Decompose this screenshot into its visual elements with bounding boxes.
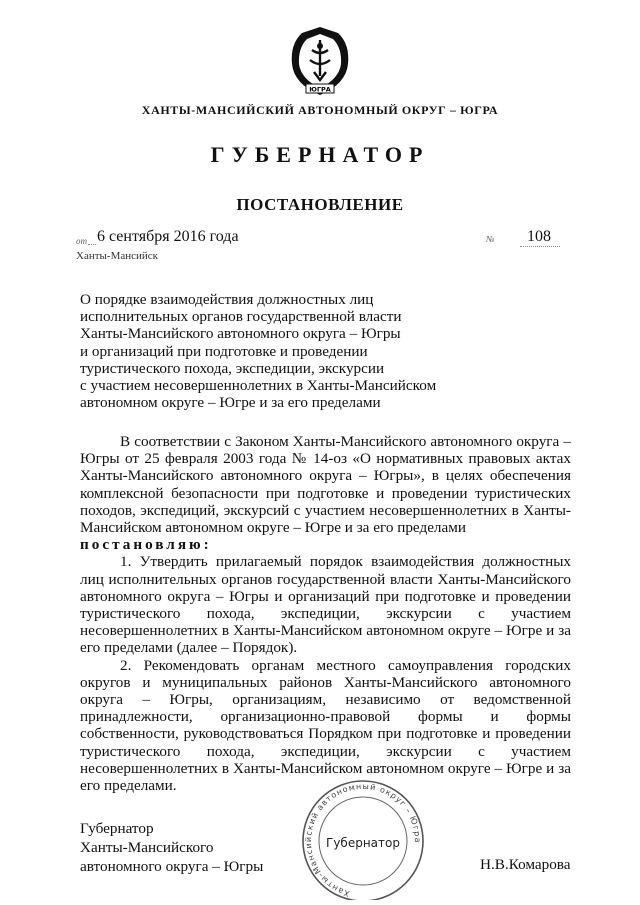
subject-line: О порядке взаимодействия должностных лиц xyxy=(80,291,374,308)
emblem-label: ЮГРА xyxy=(309,85,331,94)
document-subject xyxy=(80,291,460,411)
date-prefix: от xyxy=(76,236,87,246)
number-underline xyxy=(520,246,560,247)
signatory-name: Н.В.Комарова xyxy=(480,856,571,873)
document-number: 108 xyxy=(527,228,551,245)
item-2-paragraph: 2. Рекомендовать органам местного самоуправления городских округов и муниципальных районов Ханты-Мансийского автономного округа – Югры, организациям, независимо от ведомственной принадлежности, организационно-правовой формы и формы собственности, руководствоваться Порядком при подготовке и проведении туристического похода, экспедиции, экскурсии с участием несовершеннолетних в Ханты-Мансийском автономном округе – Югре и за его пределами. xyxy=(80,656,571,795)
signatory-title xyxy=(80,819,263,876)
number-label: № xyxy=(486,234,495,244)
signatory-title-line: Губернатор xyxy=(80,820,154,837)
document-city: Ханты-Мансийск xyxy=(76,250,159,262)
subject-line: и организаций при подготовке и проведении xyxy=(80,342,368,360)
date-underline xyxy=(88,244,96,245)
coat-of-arms-emblem xyxy=(286,24,354,98)
item-1-paragraph: 1. Утвердить прилагаемый порядок взаимодействия должностных лиц исполнительных органов государственной власти Ханты-Мансийского автономного округа – Югры и организаций при подготовке и проведении туристического похода, экспедиции, экскурсии с участием несовершеннолетних в Ханты-Мансийском автономном округе – Югре и за его пределами (далее – Порядок). xyxy=(80,553,571,657)
document-body xyxy=(80,433,571,794)
subject-line: с участием несовершеннолетних в Ханты-Мансийском xyxy=(80,377,437,395)
official-stamp xyxy=(293,775,433,900)
document-date: 6 сентября 2016 года xyxy=(97,228,239,245)
signatory-title-line: автономного округа – Югры xyxy=(80,858,264,875)
subject-line: Ханты-Мансийского автономного округа – Югры xyxy=(80,325,401,343)
stamp-ring-text: Ханты-Мансийский автономный округ – Югра xyxy=(303,781,423,899)
stamp-center-text: Губернатор xyxy=(326,836,400,850)
signatory-title-line: Ханты-Мансийского xyxy=(80,839,214,856)
document-type: ПОСТАНОВЛЕНИЕ xyxy=(236,195,404,214)
subject-line: туристического похода, экспедиции, экскурсии xyxy=(80,359,385,377)
subject-line: исполнительных органов государственной власти xyxy=(80,308,402,326)
authority-title: ГУБЕРНАТОР xyxy=(210,142,430,167)
subject-line: автономном округе – Югре и за его пределами xyxy=(80,394,381,412)
preamble-paragraph: В соответствии с Законом Ханты-Мансийского автономного округа – Югры от 25 февраля 2003 года № 14-оз «О нормативных правовых актах Ханты-Мансийского автономного округа – Югры», в целях обеспечения комплексной безопасности при подготовке и проведении туристических походов, экспедиций, экскурсий с участием несовершеннолетних в Ханты-Мансийском автономном округе – Югре и за его пределами xyxy=(80,433,571,537)
region-title: ХАНТЫ-МАНСИЙСКИЙ АВТОНОМНЫЙ ОКРУГ – ЮГРА xyxy=(141,103,499,117)
resolve-word: постановляю: xyxy=(80,536,212,554)
